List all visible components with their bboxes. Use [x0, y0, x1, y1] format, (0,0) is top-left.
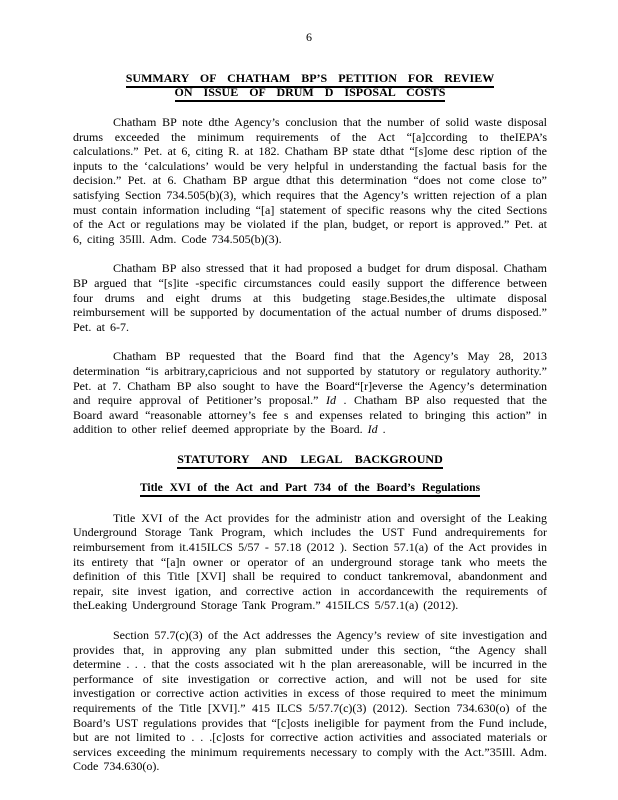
paragraph-drum-disposal-conclusion — [73, 115, 547, 246]
summary-heading-line2: ON ISSUE OF DRUM D ISPOSAL COSTS — [175, 85, 446, 102]
citation-id-italic: Id — [326, 393, 337, 408]
paragraph-section-577c3 — [73, 628, 547, 774]
paragraph-text: Title XVI of the Act provides for the administr ation and oversight of the Leaking Underground Storage Tank Program, which includes the UST Fund andrequirements for reimbursement from it.415ILCS 5/57 - 57.18 (2012 ). Section 57.1(a) of the Act provides in its entirety that “[a]n owner or operator of an underground storage tank who meets the definition of this Title [XVI] shall be required to conduct tankremoval, abandonment and repair, site invest igation, and corrective action in accordancewith the requirements of theLeaking Underground Storage Tank Program.” 415ILCS 5/57.1(a) (2012). — [73, 510, 547, 613]
paragraph-text: . — [377, 422, 386, 437]
paragraph-text: Chatham BP note dthe Agency’s conclusion that the number of solid waste disposal drums exceeded the minimum requirements of the Act “[a]ccording to theIEPA’s calculations.” Pet. at 6, citing R. at 182. Chatham BP state dthat “[s]ome desc ription of the inputs to the ‘calculations’ would be very helpful in understanding the factual basis for the decision.” Pet. at 6. Chatham BP argue dthat this determination “does not come close to” satisfying Section 734.505(b)(3), which requires that the Agency’s written rejection of a plan must contain information including “[a] statement of specific reasons why the cited Sections of the Act or regulations may be violated if the plan, budget, or report is approved.” Pet. at 6, citing 35Ill. Adm. Code 734.505(b)(3). — [73, 115, 547, 246]
statutory-background-heading-text: STATUTORY AND LEGAL BACKGROUND — [177, 452, 443, 469]
document-content — [73, 71, 547, 789]
summary-heading-line1: SUMMARY OF CHATHAM BP’S PETITION FOR REVIEW — [126, 71, 494, 88]
citation-id-italic: Id — [367, 422, 378, 437]
paragraph-board-requests — [73, 349, 547, 437]
paragraph-text: Chatham BP requested that the Board find that the Agency’s May 28, 2013 determination “is arbitrary,capricious and not supported by statutory or regulatory authority.” Pet. at 7. Chatham BP also sought to have the Board“[r]everse the Agency’s determination and require approval of Petitioner’s proposal.” — [73, 349, 547, 408]
summary-heading — [73, 71, 547, 99]
title-xvi-heading-text: Title XVI of the Act and Part 734 of the Board’s Regulations — [140, 482, 480, 497]
title-xvi-heading — [73, 482, 547, 494]
paragraph-budget-proposed — [73, 261, 547, 334]
paragraph-title-xvi-overview — [73, 511, 547, 613]
paragraph-text: . Chatham BP also requested that the Board award “reasonable attorney’s fee s and expenses related to bringing this action” in addition to other relief deemed appropriate by the Board. — [73, 393, 547, 437]
paragraph-text: Section 57.7(c)(3) of the Act addresses the Agency’s review of site investigation and provides that, in approving any plan submitted under this section, “the Agency shall determine . . . that the costs associated wit h the plan arereasonable, will be incurred in the performance of site investigation or corrective action, and will not be used for site investigation or corrective action activities in excess of those required to meet the minimum requirements of the Title [XVI].” 415 ILCS 5/57.7(c)(3) (2012). Section 734.630(o) of the Board’s UST regulations provides that “[c]osts ineligible for payment from the Fund include, but are not limited to . . .[c]osts for corrective action activities and associated materials or services exceeding the minimum requirements necessary to comply with the Act.”35Ill. Adm. Code 734.630(o). — [73, 628, 547, 774]
page-number: 6 — [306, 30, 312, 44]
statutory-background-heading — [73, 452, 547, 467]
paragraph-text: Chatham BP also stressed that it had proposed a budget for drum disposal. Chatham BP argued that “[s]ite -specific circumstances could easily support the difference between four drums and eight drums at this budgeting stage.Besides,the ultimate disposal reimbursement will be supported by documentation of the actual number of drums disposed.” Pet. at 6-7. — [73, 261, 547, 334]
